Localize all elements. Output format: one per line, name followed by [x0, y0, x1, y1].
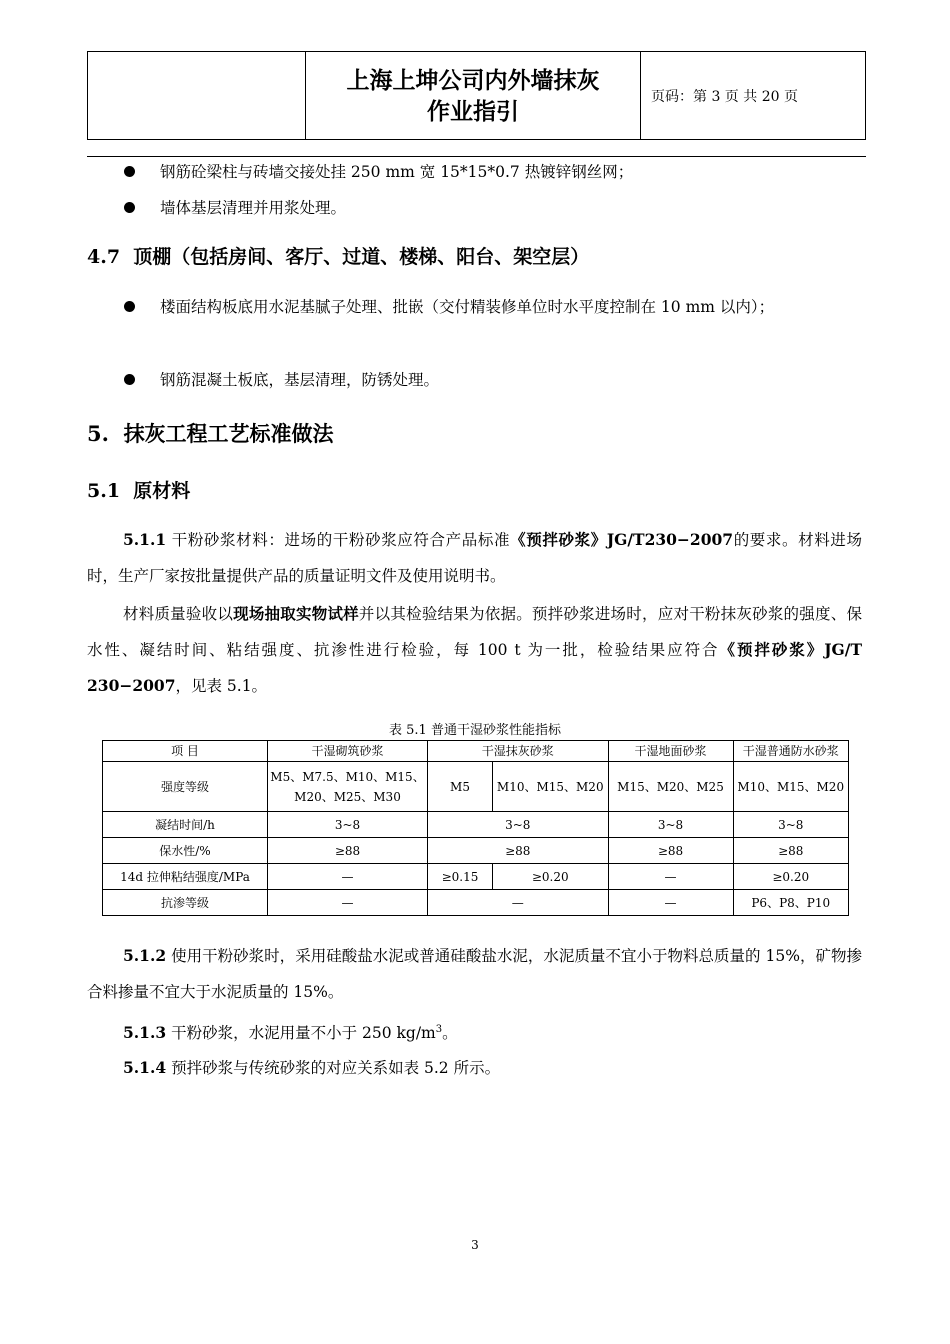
table-caption: 表 5.1 普通干湿砂浆性能指标 — [389, 723, 561, 738]
table-header-row: 项 目 干湿砌筑砂浆 干湿抹灰砂浆 干湿地面砂浆 干湿普通防水砂浆 — [103, 741, 849, 762]
bullet-icon — [124, 166, 135, 177]
list-item: 楼面结构板底用水泥基腻子处理、批嵌（交付精装修单位时水平度控制在 10 mm 以内）； — [124, 289, 859, 325]
table-row: 抗渗等级 — — — P6、P8、P10 — [103, 890, 849, 916]
header-page-info: 页码：第 3 页 共 20 页 — [641, 52, 866, 140]
bullet-icon — [124, 301, 135, 312]
page-number: 3 — [471, 1238, 479, 1252]
header-title-line2: 作业指引 — [427, 97, 519, 125]
list-item: 墙体基层清理并用浆处理。 — [124, 190, 859, 226]
header-title — [306, 52, 641, 140]
document-header — [87, 51, 866, 140]
mortar-performance-table — [102, 740, 849, 916]
paragraph-5-1-2: 5.1.2 使用干粉砂浆时，采用硅酸盐水泥或普通硅酸盐水泥，水泥质量不宜小于物料总质量的 15%，矿物掺合料掺量不宜大于水泥质量的 15%。 — [87, 946, 862, 1001]
table-row: 保水性/% ≥88 ≥88 ≥88 ≥88 — [103, 838, 849, 864]
table-row: 14d 拉伸粘结强度/MPa — ≥0.15 ≥0.20 — ≥0.20 — [103, 864, 849, 890]
header-title-line1: 上海上坤公司内外墙抹灰 — [346, 66, 600, 94]
section-heading-5-1: 5.1 原材料 — [87, 480, 191, 502]
paragraph-5-1-1: 5.1.1 干粉砂浆材料：进场的干粉砂浆应符合产品标准《预拌砂浆》JG/T230−2007的要求。材料进场时，生产厂家按批量提供产品的质量证明文件及使用说明书。 — [87, 530, 862, 585]
table-row: 凝结时间/h 3~8 3~8 3~8 3~8 — [103, 812, 849, 838]
paragraph-5-1-3: 5.1.3 干粉砂浆，水泥用量不小于 250 $kg/m^3$。 — [123, 1023, 458, 1043]
table-row: 强度等级 M5、M7.5、M10、M15、M20、M25、M30 M5 M10、M15、M20 M15、M20、M25 M10、M15、M20 — [103, 762, 849, 812]
header-logo-cell — [88, 52, 306, 140]
list-item: 钢筋混凝土板底，基层清理，防锈处理。 — [124, 362, 859, 398]
section-heading-4-7: 4.7 顶棚（包括房间、客厅、过道、楼梯、阳台、架空层） — [87, 246, 590, 268]
section-heading-5: 5. 抹灰工程工艺标准做法 — [87, 421, 334, 446]
paragraph-material-acceptance: 材料质量验收以现场抽取实物试样并以其检验结果为依据。预拌砂浆进场时，应对干粉抹灰砂浆的强度、保水性、凝结时间、粘结强度、抗渗性进行检验，每 100 t 为一批，检验结果应符合《预拌砂浆》JG/T 230−2007，见表 5.1。 — [87, 604, 862, 695]
bullet-icon — [124, 374, 135, 385]
list-item: 钢筋砼梁柱与砖墙交接处挂 250 mm 宽 15*15*0.7 热镀锌钢丝网； — [124, 154, 859, 190]
bullet-icon — [124, 202, 135, 213]
paragraph-5-1-4: 5.1.4 预拌砂浆与传统砂浆的对应关系如表 5.2 所示。 — [123, 1058, 501, 1077]
